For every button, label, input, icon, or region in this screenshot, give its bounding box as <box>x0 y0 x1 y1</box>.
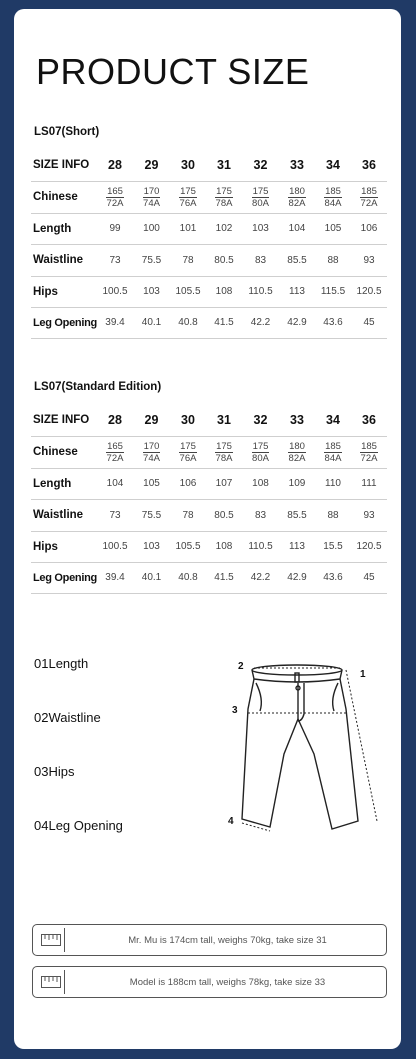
table-cell: 88 <box>315 244 351 276</box>
table-cell: 75.5 <box>133 244 170 276</box>
table-cell: 110.5 <box>242 276 279 307</box>
table-cell: 105 <box>315 213 351 244</box>
table-cell: 43.6 <box>315 562 351 593</box>
table-cell: 41.5 <box>206 307 242 338</box>
row-label-chinese: Chinese <box>31 436 97 468</box>
chinese-height: 170 <box>143 185 160 197</box>
table-cell: 40.1 <box>133 562 170 593</box>
ruler-icon <box>37 970 65 994</box>
table-cell: 106 <box>351 213 387 244</box>
table-cell: 15.5 <box>315 531 351 562</box>
chinese-size-cell <box>315 436 351 468</box>
table-cell: 40.1 <box>133 307 170 338</box>
table-label-standard: LS07(Standard Edition) <box>34 381 162 393</box>
page-title: PRODUCT SIZE <box>36 51 310 92</box>
table-cell: 103 <box>133 276 170 307</box>
marker-2: 2 <box>238 661 244 672</box>
row-label-chinese: Chinese <box>31 181 97 213</box>
model-note-text: Model is 188cm tall, weighs 78kg, take size 33 <box>129 976 326 988</box>
table-cell: 40.8 <box>170 307 206 338</box>
size-header: 33 <box>279 149 315 181</box>
chinese-waist: 72A <box>360 197 378 209</box>
model-note-2 <box>32 966 387 998</box>
chinese-size-cell <box>133 181 170 213</box>
table-cell: 113 <box>279 531 315 562</box>
size-table-standard <box>31 404 387 594</box>
chinese-height: 165 <box>107 440 123 452</box>
table-cell: 39.4 <box>97 562 133 593</box>
table-cell: 105.5 <box>170 276 206 307</box>
table-cell: 45 <box>351 562 387 593</box>
table-cell: 105 <box>133 468 170 499</box>
table-cell: 73 <box>97 499 133 531</box>
table-cell: 88 <box>315 499 351 531</box>
table-cell: 104 <box>97 468 133 499</box>
table-cell: 103 <box>242 213 279 244</box>
table-cell: 41.5 <box>206 562 242 593</box>
chinese-height: 175 <box>216 185 232 197</box>
pants-diagram <box>224 659 384 849</box>
chinese-waist: 72A <box>360 452 378 464</box>
table-cell: 109 <box>279 468 315 499</box>
row-label: Length <box>31 213 97 244</box>
size-chart-card <box>14 9 401 1049</box>
chinese-waist: 72A <box>106 452 124 464</box>
chinese-size-cell <box>351 436 387 468</box>
chinese-height: 185 <box>361 185 377 197</box>
chinese-height: 165 <box>107 185 123 197</box>
marker-4: 4 <box>228 816 234 827</box>
chinese-height: 185 <box>361 440 377 452</box>
row-label: Waistline <box>31 499 97 531</box>
row-label: Waistline <box>31 244 97 276</box>
table-cell: 108 <box>206 531 242 562</box>
chinese-waist: 82A <box>288 197 306 209</box>
table-cell: 43.6 <box>315 307 351 338</box>
legend-length: 01Length <box>34 656 89 671</box>
table-cell: 78 <box>170 244 206 276</box>
table-cell: 78 <box>170 499 206 531</box>
size-header: 28 <box>97 404 133 436</box>
legend-waistline: 02Waistline <box>34 710 101 725</box>
table-cell: 120.5 <box>351 531 387 562</box>
size-header: 28 <box>97 149 133 181</box>
table-cell: 108 <box>206 276 242 307</box>
chinese-size-cell <box>315 181 351 213</box>
chinese-size-cell <box>97 181 133 213</box>
table-cell: 39.4 <box>97 307 133 338</box>
chinese-waist: 78A <box>215 197 233 209</box>
table-cell: 85.5 <box>279 499 315 531</box>
size-info-header: SIZE INFO <box>31 404 97 436</box>
size-header: 29 <box>133 149 170 181</box>
row-label: Hips <box>31 276 97 307</box>
chinese-waist: 74A <box>143 197 160 209</box>
table-cell: 42.9 <box>279 307 315 338</box>
table-cell: 108 <box>242 468 279 499</box>
row-label: Length <box>31 468 97 499</box>
table-cell: 83 <box>242 499 279 531</box>
chinese-height: 175 <box>216 440 232 452</box>
size-header: 31 <box>206 149 242 181</box>
table-cell: 102 <box>206 213 242 244</box>
chinese-size-cell <box>242 181 279 213</box>
table-cell: 105.5 <box>170 531 206 562</box>
chinese-size-cell <box>279 181 315 213</box>
size-header: 33 <box>279 404 315 436</box>
chinese-size-cell <box>97 436 133 468</box>
ruler-icon <box>37 928 65 952</box>
chinese-waist: 74A <box>143 452 160 464</box>
chinese-waist: 78A <box>215 452 233 464</box>
table-cell: 104 <box>279 213 315 244</box>
size-header: 34 <box>315 149 351 181</box>
chinese-size-cell <box>133 436 170 468</box>
chinese-size-cell <box>206 181 242 213</box>
size-header: 31 <box>206 404 242 436</box>
legend-hips: 03Hips <box>34 764 75 779</box>
table-cell: 106 <box>170 468 206 499</box>
chinese-height: 180 <box>289 185 305 197</box>
chinese-waist: 80A <box>252 452 269 464</box>
chinese-waist: 80A <box>252 197 269 209</box>
table-cell: 83 <box>242 244 279 276</box>
table-cell: 99 <box>97 213 133 244</box>
table-cell: 111 <box>351 468 387 499</box>
model-note-1 <box>32 924 387 956</box>
table-cell: 100.5 <box>97 276 133 307</box>
size-header: 34 <box>315 404 351 436</box>
table-cell: 115.5 <box>315 276 351 307</box>
row-label: Leg Opening <box>31 562 97 593</box>
row-label: Hips <box>31 531 97 562</box>
chinese-height: 185 <box>325 440 341 452</box>
table-cell: 80.5 <box>206 499 242 531</box>
chinese-size-cell <box>170 181 206 213</box>
table-cell: 103 <box>133 531 170 562</box>
table-cell: 100.5 <box>97 531 133 562</box>
chinese-waist: 82A <box>288 452 306 464</box>
chinese-height: 175 <box>252 440 269 452</box>
chinese-height: 180 <box>289 440 305 452</box>
table-label-short: LS07(Short) <box>34 126 100 138</box>
table-cell: 42.2 <box>242 562 279 593</box>
table-cell: 93 <box>351 499 387 531</box>
table-cell: 42.2 <box>242 307 279 338</box>
chinese-size-cell <box>206 436 242 468</box>
table-cell: 120.5 <box>351 276 387 307</box>
table-cell: 110 <box>315 468 351 499</box>
size-header: 36 <box>351 149 387 181</box>
chinese-waist: 76A <box>179 197 197 209</box>
chinese-height: 175 <box>180 440 196 452</box>
size-header: 30 <box>170 149 206 181</box>
table-cell: 80.5 <box>206 244 242 276</box>
row-label: Leg Opening <box>31 307 97 338</box>
table-cell: 85.5 <box>279 244 315 276</box>
table-cell: 107 <box>206 468 242 499</box>
chinese-height: 175 <box>252 185 269 197</box>
table-cell: 101 <box>170 213 206 244</box>
marker-3: 3 <box>232 705 238 716</box>
table-cell: 75.5 <box>133 499 170 531</box>
chinese-height: 185 <box>325 185 341 197</box>
size-info-header: SIZE INFO <box>31 149 97 181</box>
chinese-waist: 76A <box>179 452 197 464</box>
size-table-short <box>31 149 387 339</box>
table-cell: 110.5 <box>242 531 279 562</box>
size-header: 32 <box>242 149 279 181</box>
size-header: 32 <box>242 404 279 436</box>
chinese-height: 170 <box>143 440 160 452</box>
chinese-height: 175 <box>180 185 196 197</box>
table-cell: 42.9 <box>279 562 315 593</box>
chinese-waist: 84A <box>324 197 342 209</box>
table-cell: 93 <box>351 244 387 276</box>
chinese-waist: 72A <box>106 197 124 209</box>
chinese-size-cell <box>170 436 206 468</box>
chinese-size-cell <box>279 436 315 468</box>
table-cell: 113 <box>279 276 315 307</box>
table-cell: 73 <box>97 244 133 276</box>
table-cell: 45 <box>351 307 387 338</box>
size-header: 30 <box>170 404 206 436</box>
size-header: 36 <box>351 404 387 436</box>
size-header: 29 <box>133 404 170 436</box>
model-note-text: Mr. Mu is 174cm tall, weighs 70kg, take size 31 <box>128 934 327 946</box>
marker-1: 1 <box>360 669 366 680</box>
table-cell: 40.8 <box>170 562 206 593</box>
table-cell: 100 <box>133 213 170 244</box>
chinese-waist: 84A <box>324 452 342 464</box>
chinese-size-cell <box>242 436 279 468</box>
chinese-size-cell <box>351 181 387 213</box>
legend-leg-opening: 04Leg Opening <box>34 818 123 833</box>
